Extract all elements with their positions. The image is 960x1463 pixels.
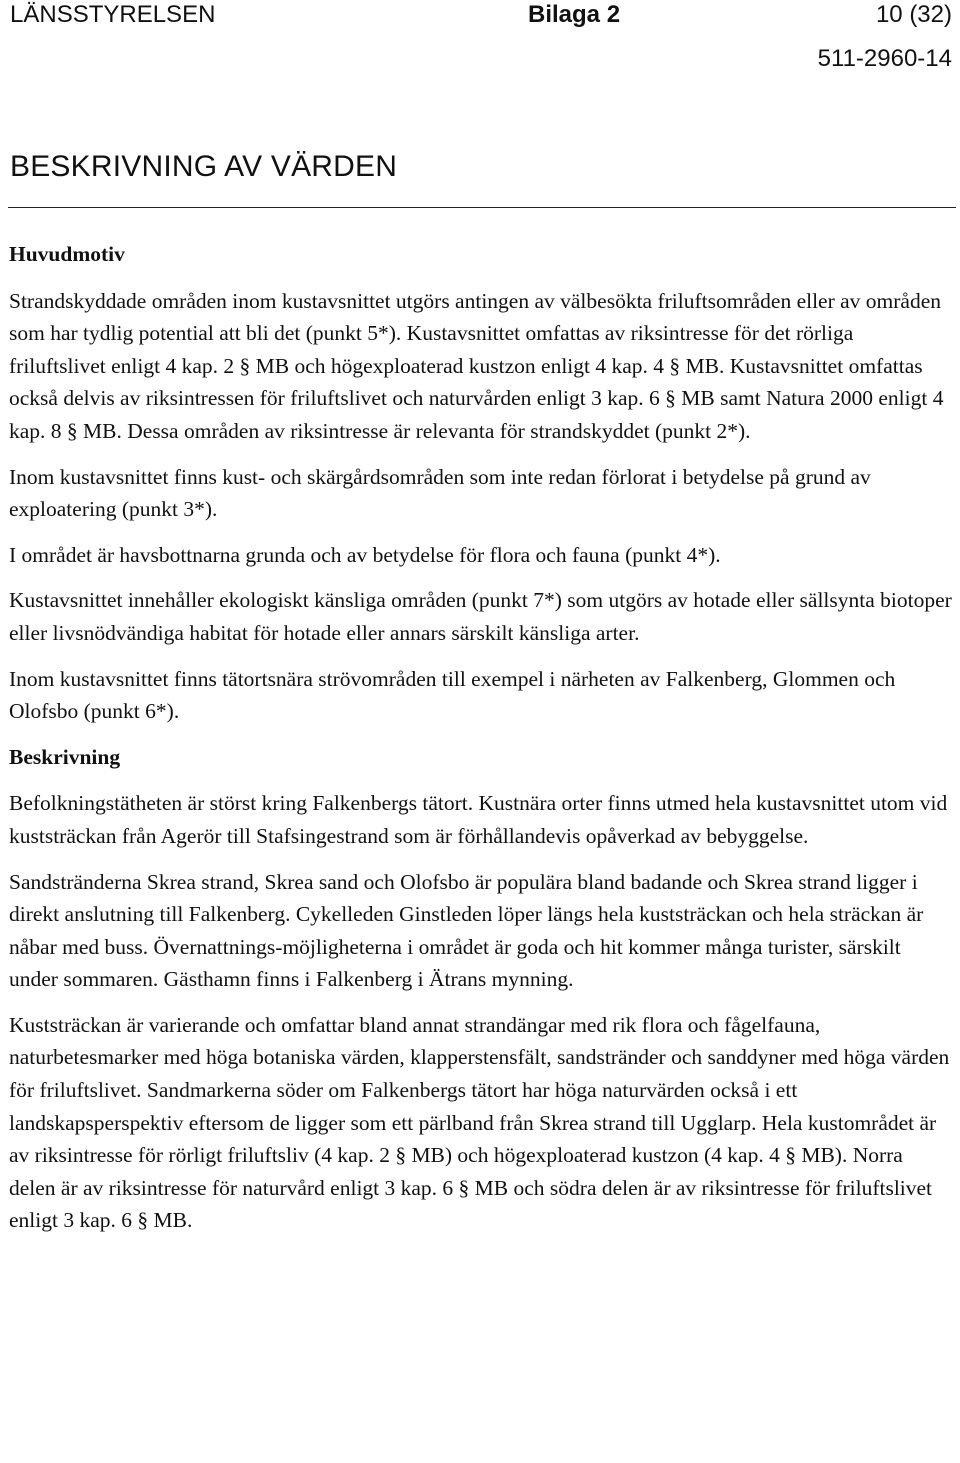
organization-name: LÄNSSTYRELSEN [10, 1, 216, 28]
paragraph: Inom kustavsnittet finns tätortsnära strövområden till exempel i närheten av Falkenberg, Glommen och Olofsbo (punkt 6*). [9, 666, 896, 724]
section-heading-main-motive: Huvudmotiv [9, 242, 125, 266]
attachment-label: Bilaga 2 [528, 1, 621, 28]
paragraph: Inom kustavsnittet finns kust- och skärgårdsområden som inte redan förlorat i betydelse på grund av exploatering (punkt 3*). [9, 464, 871, 522]
page-header [0, 0, 960, 90]
section-heading-description: Beskrivning [9, 744, 121, 769]
paragraph: Sandstränderna Skrea strand, Skrea sand och Olofsbo är populära bland badande och Skrea strand ligger i direkt anslutning till Falkenberg. Cykelleden Ginstleden löper längs hela kuststräckan och hela sträckan är nåbar med buss. Övernattnings-möjligheterna i området är goda och hit kommer många turister, särskilt under sommaren. Gästhamn finns i Falkenberg i Ätrans mynning. [9, 869, 924, 992]
paragraph: Strandskyddade områden inom kustavsnittet utgörs antingen av välbesökta friluftsområden eller av områden som har tydlig potential att bli det (punkt 5*). Kustavsnittet omfattas av riksintresse för det rörliga friluftslivet enligt 4 kap. 2 § MB och högexploaterad kustzon enligt 4 kap. 4 § MB. Kustavsnittet omfattas också delvis av riksintressen för friluftslivet och naturvården enligt 3 kap. 6 § MB samt Natura 2000 enligt 4 kap. 8 § MB. Dessa områden av riksintresse är relevanta för strandskyddet (punkt 2*). [9, 288, 944, 443]
paragraph: I området är havsbottnarna grunda och av betydelse för flora och fauna (punkt 4*). [9, 542, 721, 567]
page-title: BESKRIVNING AV VÄRDEN [10, 150, 398, 183]
paragraph: Kustavsnittet innehåller ekologiskt känsliga områden (punkt 7*) som utgörs av hotade eller sällsynta biotoper eller livsnödvändiga habitat för hotade eller annars särskilt känsliga arter. [9, 588, 952, 645]
title-divider [8, 207, 956, 208]
paragraph: Befolkningstätheten är störst kring Falkenbergs tätort. Kustnära orter finns utmed hela kustavsnittet utom vid kuststräckan från Agerör till Stafsingestrand som är förhållandevis opåverkad av bebyggelse. [9, 791, 948, 848]
paragraph: Kuststräckan är varierande och omfattar bland annat strandängar med rik flora och fågelfauna, naturbetesmarker med höga botaniska värden, klapperstensfält, sandstränder och sanddyner med höga värden för friluftslivet. Sandmarkerna söder om Falkenbergs tätort har höga naturvärden också i ett landskapsperspektiv eftersom de ligger som ett pärlband från Skrea strand till Ugglarp. Hela kustområdet är av riksintresse för rörligt friluftsliv (4 kap. 2 § MB) och högexploaterad kustzon (4 kap. 4 § MB). Norra delen är av riksintresse för naturvård enligt 3 kap. 6 § MB och södra delen är av riksintresse för friluftslivet enligt 3 kap. 6 § MB. [9, 1012, 950, 1233]
reference-number: 511-2960-14 [817, 45, 952, 72]
document-body [9, 238, 954, 1237]
page-number: 10 (32) [875, 1, 952, 28]
